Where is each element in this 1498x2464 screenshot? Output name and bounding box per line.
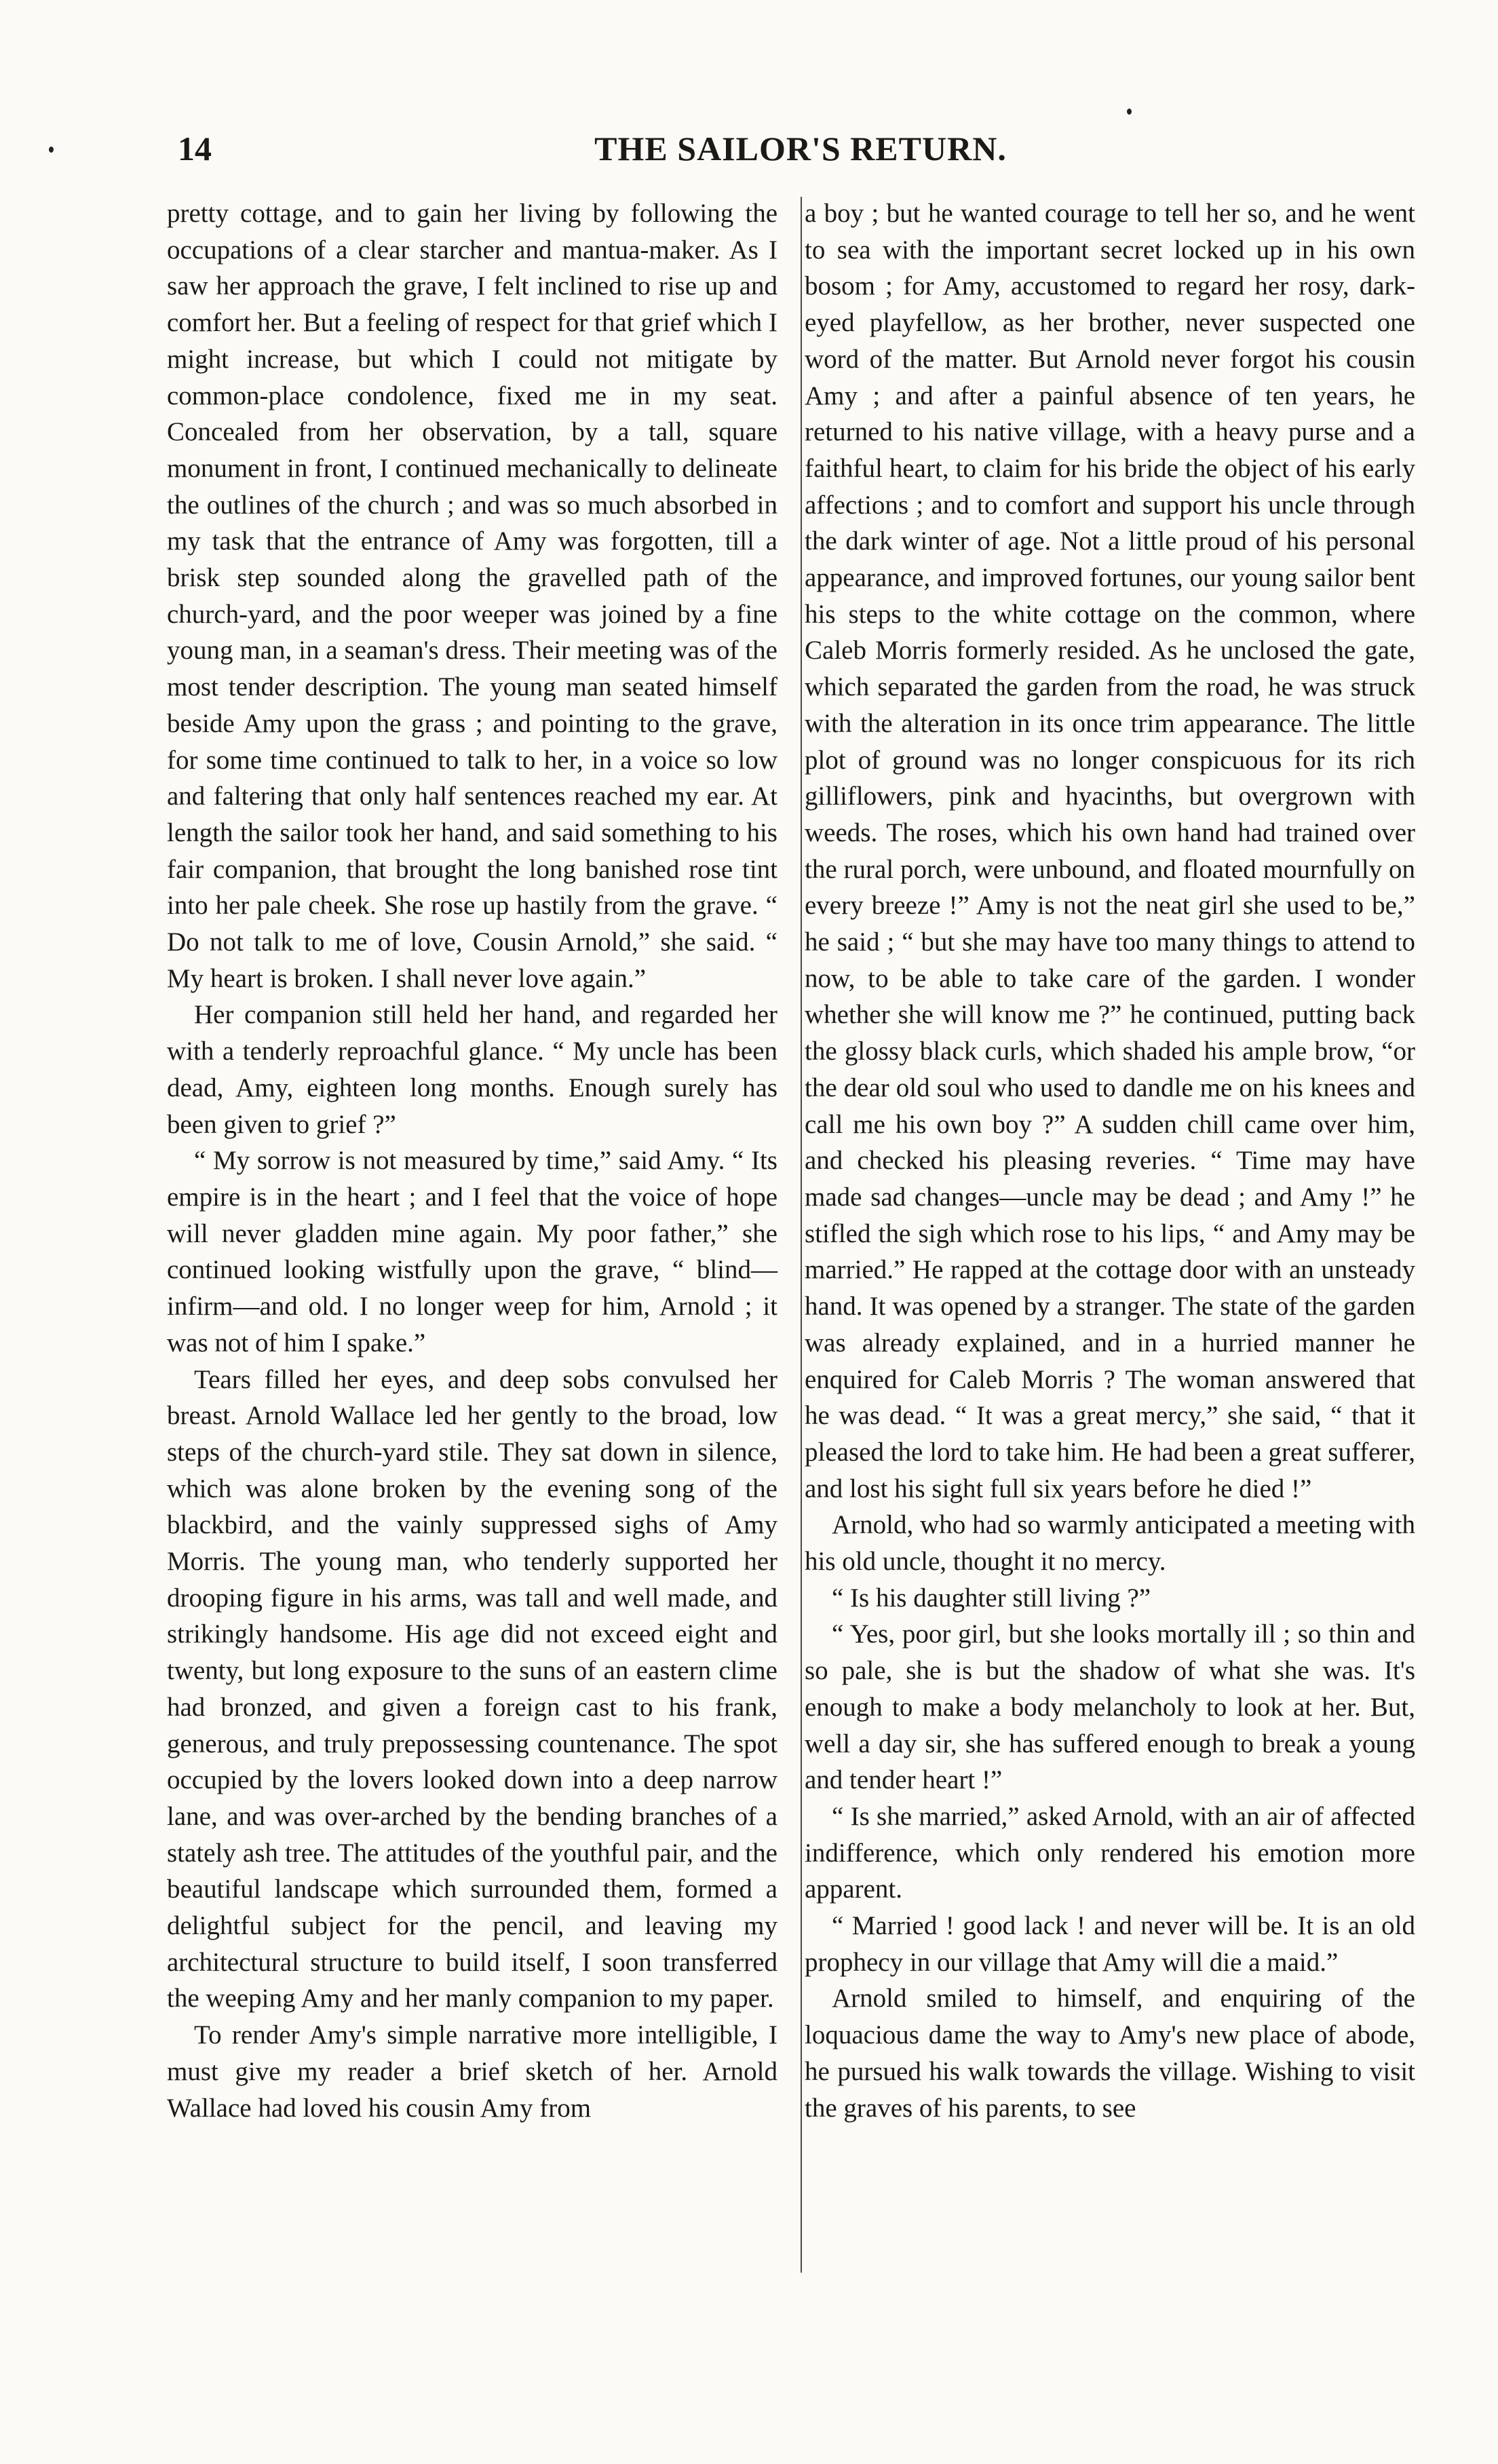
- column-rule: [801, 197, 802, 2273]
- paragraph: Arnold, who had so warmly anticipated a meeting with his old uncle, thought it no mercy.: [805, 1510, 1415, 1577]
- paragraph: To render Amy's simple narrative more intelligible, I must give my reader a brief sketch of her. Arnold Wallace had loved his cousin Amy from: [167, 2020, 777, 2123]
- right-column: [805, 195, 1415, 2126]
- paragraph: Arnold smiled to himself, and enquiring of the loquacious dame the way to Amy's new place of abode, he pursued his walk towards the village. Wishing to visit the graves of his parents, to see: [805, 1984, 1415, 2123]
- paragraph: “ Is she married,” asked Arnold, with an air of affected indifference, which only rendered his emotion more apparent.: [805, 1801, 1415, 1904]
- paragraph: Her companion still held her hand, and regarded her with a tenderly reproachful glance. “ My uncle has been dead, Amy, eighteen long months. Enough surely has been given to grief ?”: [167, 1000, 777, 1139]
- paragraph: pretty cottage, and to gain her living by following the occupations of a clear starcher and mantua-maker. As I saw her approach the grave, I felt inclined to rise up and comfort her. But a feeling of respect for that grief which I might increase, but which I could not mitigate by common-place condolence, fixed me in my seat. Concealed from her observation, by a tall, square monument in front, I continued mechanically to delineate the outlines of the church ; and was so much absorbed in my task that the entrance of Amy was forgotten, till a brisk step sounded along the gravelled path of the church-yard, and the poor weeper was joined by a fine young man, in a seaman's dress. Their meeting was of the most tender description. The young man seated himself beside Amy upon the grass ; and pointing to the grave, for some time continued to talk to her, in a voice so low and faltering that only half sentences reached my ear. At length the sailor took her hand, and said something to his fair companion, that brought the long banished rose tint into her pale cheek. She rose up hastily from the grave. “ Do not talk to me of love, Cousin Arnold,” she said. “ My heart is broken. I shall never love again.”: [167, 199, 777, 993]
- paragraph: “ Is his daughter still living ?”: [832, 1583, 1151, 1613]
- paragraph: “ My sorrow is not measured by time,” said Amy. “ Its empire is in the heart ; and I feel that the voice of hope will never gladden mine again. My poor father,” she continued looking wistfully upon the grave, “ blind—infirm—and old. I no longer weep for him, Arnold ; it was not of him I spake.”: [167, 1146, 777, 1358]
- page-number: 14: [178, 130, 212, 168]
- paragraph: Tears filled her eyes, and deep sobs convulsed her breast. Arnold Wallace led her gently to the broad, low steps of the church-yard stile. They sat down in silence, which was alone broken by the evening song of the blackbird, and the vainly suppressed sighs of Amy Morris. The young man, who tenderly supported her drooping figure in his arms, was tall and well made, and strikingly handsome. His age did not exceed eight and twenty, but long exposure to the suns of an eastern clime had bronzed, and given a foreign cast to his frank, generous, and truly prepossessing countenance. The spot occupied by the lovers looked down into a deep narrow lane, and was over-arched by the bending branches of a stately ash tree. The attitudes of the youthful pair, and the beautiful landscape which surrounded them, formed a delightful subject for the pencil, and leaving my architectural structure to build itself, I soon transferred the weeping Amy and her manly companion to my paper.: [167, 1364, 777, 2014]
- paragraph: “ Yes, poor girl, but she looks mortally ill ; so thin and so pale, she is but the shadow of what she was. It's enough to make a body melancholy to look at her. But, well a day sir, she has suffered enough to break a young and tender heart !”: [805, 1619, 1415, 1795]
- ink-speck: [49, 147, 54, 153]
- ink-speck: [1127, 109, 1132, 115]
- running-head: THE SAILOR'S RETURN.: [594, 130, 1007, 168]
- left-column: [167, 195, 777, 2126]
- paragraph: “ Married ! good lack ! and never will be. It is an old prophecy in our village that Amy will die a maid.”: [805, 1911, 1415, 1977]
- paragraph: a boy ; but he wanted courage to tell her so, and he went to sea with the important secret locked up in his own bosom ; for Amy, accustomed to regard her rosy, dark-eyed playfellow, as her brother, never suspected one word of the matter. But Arnold never forgot his cousin Amy ; and after a painful absence of ten years, he returned to his native village, with a heavy purse and a faithful heart, to claim for his bride the object of his early affections ; and to comfort and support his uncle through the dark winter of age. Not a little proud of his personal appearance, and improved fortunes, our young sailor bent his steps to the white cottage on the common, where Caleb Morris formerly resided. As he unclosed the gate, which separated the garden from the road, he was struck with the alteration in its once trim appearance. The little plot of ground was no longer conspicuous for its rich gilliflowers, pink and hyacinths, but overgrown with weeds. The roses, which his own hand had trained over the rural porch, were unbound, and floated mournfully on every breeze !” Amy is not the neat girl she used to be,” he said ; “ but she may have too many things to attend to now, to be able to take care of the garden. I wonder whether she will know me ?” he continued, putting back the glossy black curls, which shaded his ample brow, “or the dear old soul who used to dandle me on his knees and call me his own boy ?” A sudden chill came over him, and checked his pleasing reveries. “ Time may have made sad changes—uncle may be dead ; and Amy !” he stifled the sigh which rose to his lips, “ and Amy may be married.” He rapped at the cottage door with an unsteady hand. It was opened by a stranger. The state of the garden was already explained, and in a hurried manner he enquired for Caleb Morris ? The woman answered that he was dead. “ It was a great mercy,” she said, “ that it pleased the lord to take him. He had been a great sufferer, and lost his sight full six years before he died !”: [805, 199, 1415, 1503]
